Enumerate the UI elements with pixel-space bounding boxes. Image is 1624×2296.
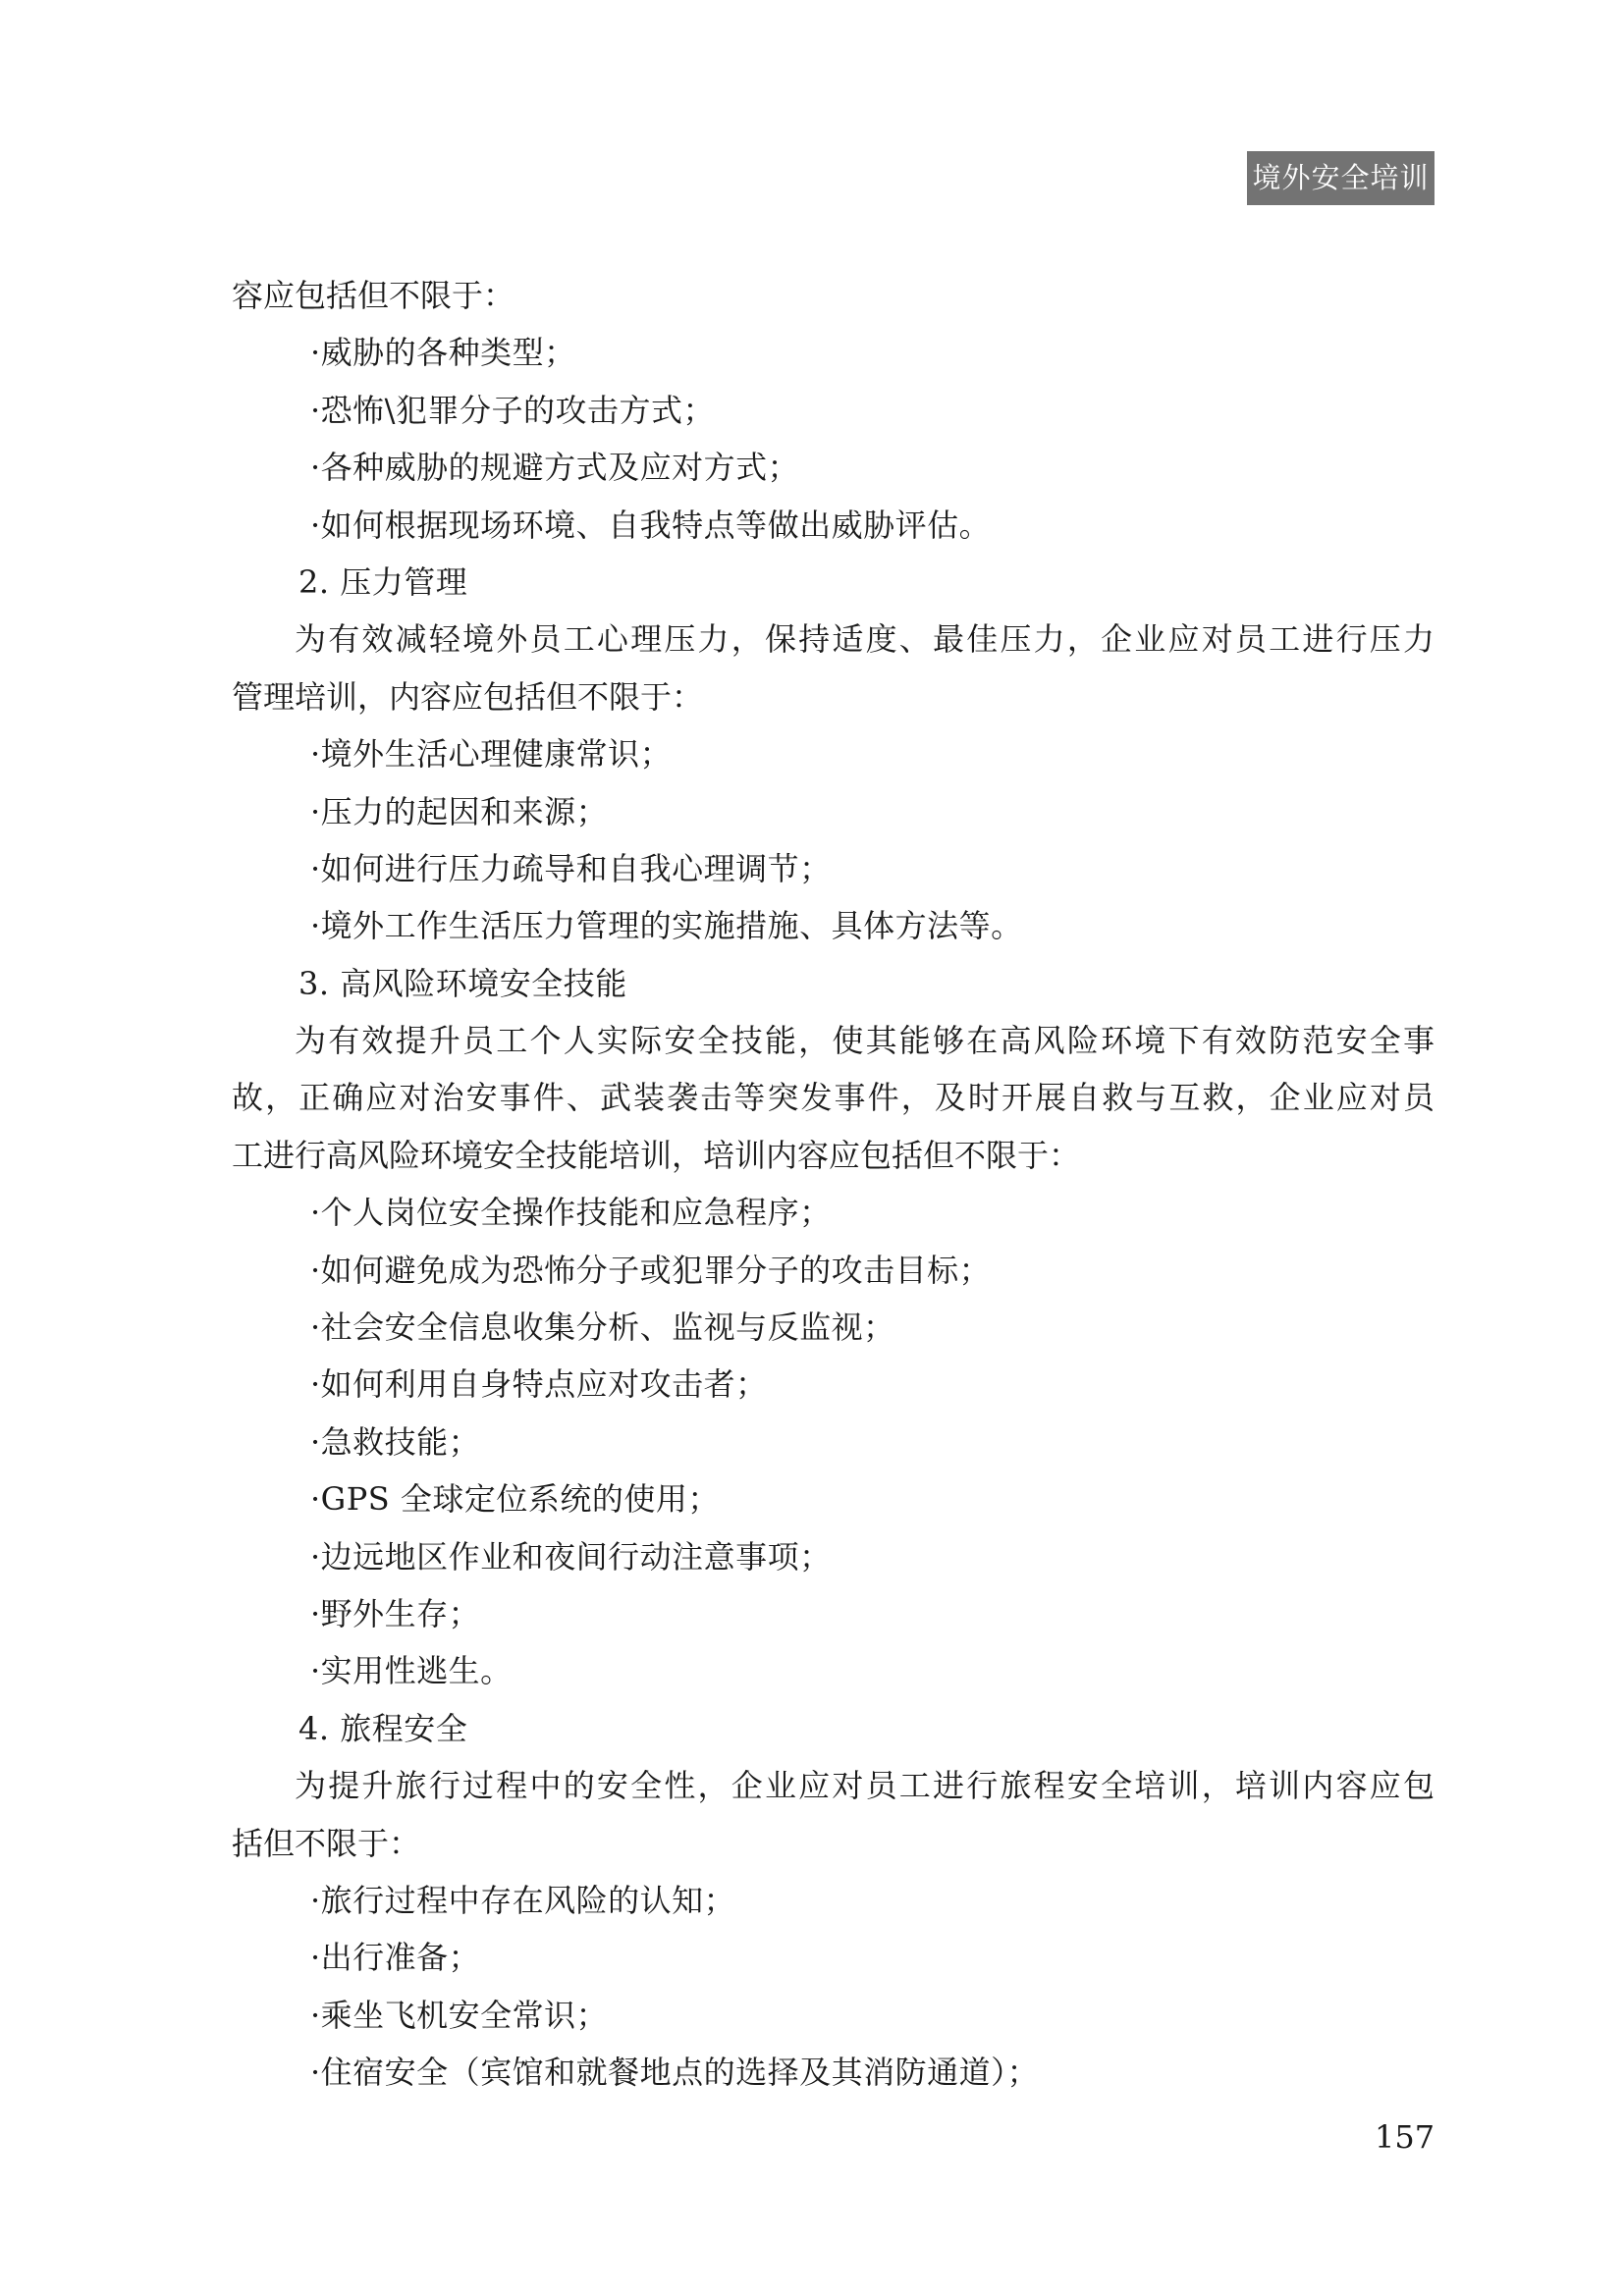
page-number: 157 (1375, 2118, 1435, 2156)
section-tag: 境外安全培训 (1247, 151, 1435, 205)
bullet-item: ·如何利用自身特点应对攻击者； (310, 1365, 768, 1404)
paragraph-line: 容应包括但不限于： (232, 277, 515, 314)
bullet-item: ·威胁的各种类型； (310, 334, 576, 372)
bullet-item: ·出行准备； (310, 1939, 481, 1977)
bullet-item: ·恐怖\犯罪分子的攻击方式； (310, 391, 715, 429)
bullet-item: ·境外生活心理健康常识； (310, 735, 673, 774)
bullet-item: ·如何进行压力疏导和自我心理调节； (310, 849, 832, 887)
paragraph-line: 括但不限于： (232, 1824, 421, 1862)
section-heading: 3. 高风险环境安全技能 (298, 964, 627, 1002)
bullet-item: ·社会安全信息收集分析、监视与反监视； (310, 1308, 895, 1347)
paragraph-line: 工进行高风险环境安全技能培训，培训内容应包括但不限于： (232, 1136, 1081, 1174)
page-body (232, 267, 1435, 2102)
bullet-item: ·如何根据现场环境、自我特点等做出威胁评估。 (310, 506, 992, 544)
paragraph-line: 管理培训，内容应包括但不限于： (232, 677, 704, 716)
section-heading: 2. 压力管理 (298, 562, 468, 601)
bullet-item: ·各种威胁的规避方式及应对方式； (310, 449, 800, 487)
paragraph-line: 为提升旅行过程中的安全性，企业应对员工进行旅程安全培训，培训内容应包 (295, 1767, 1435, 1805)
bullet-item: ·如何避免成为恐怖分子或犯罪分子的攻击目标； (310, 1251, 992, 1289)
bullet-item: ·乘坐飞机安全常识； (310, 1996, 609, 2034)
bullet-item: ·GPS 全球定位系统的使用； (310, 1480, 720, 1519)
paragraph-line: 为有效提升员工个人实际安全技能，使其能够在高风险环境下有效防范安全事 (295, 1022, 1435, 1060)
bullet-item: ·实用性逃生。 (310, 1652, 513, 1690)
bullet-item: ·住宿安全（宾馆和就餐地点的选择及其消防通道）； (310, 2054, 1040, 2092)
paragraph-line: 为有效减轻境外员工心理压力，保持适度、最佳压力，企业应对员工进行压力 (295, 620, 1435, 659)
section-heading: 4. 旅程安全 (298, 1709, 468, 1747)
bullet-item: ·压力的起因和来源； (310, 792, 609, 830)
bullet-item: ·野外生存； (310, 1594, 481, 1632)
bullet-item: ·旅行过程中存在风险的认知； (310, 1881, 736, 1919)
bullet-item: ·急救技能； (310, 1422, 481, 1461)
paragraph-line: 故，正确应对治安事件、武装袭击等突发事件，及时开展自救与互救，企业应对员 (232, 1079, 1435, 1117)
bullet-item: ·境外工作生活压力管理的实施措施、具体方法等。 (310, 907, 1023, 945)
bullet-item: ·个人岗位安全操作技能和应急程序； (310, 1194, 832, 1232)
bullet-item: ·边远地区作业和夜间行动注意事项； (310, 1537, 832, 1575)
